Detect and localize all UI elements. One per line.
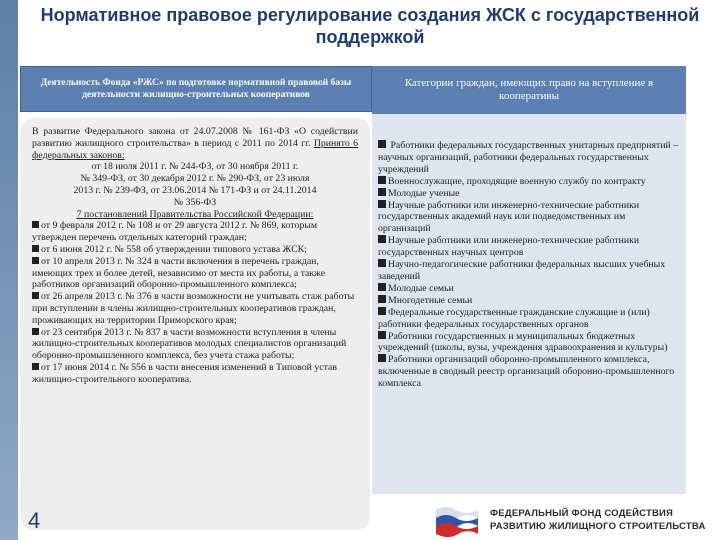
square-bullet-icon: [378, 259, 386, 267]
intro-lead-text: В развитие Федерального закона от 24.07.2008 № 161-ФЗ «О содействии развитию жилищного строительства» в период с 2011 по 2014 гг.: [32, 126, 358, 149]
square-bullet-icon: [378, 235, 386, 243]
right-content-panel: [372, 114, 686, 494]
square-bullet-icon: [378, 331, 386, 339]
laws-line-1: от 18 июля 2011 г. № 244-ФЗ, от 30 ноября 2011 г.: [91, 161, 299, 173]
resolution-item: от 6 июня 2012 г. № 558 об утверждении типового устава ЖСК;: [32, 244, 358, 256]
decorative-side-stripe: [0, 0, 18, 540]
resolution-item: от 23 сентября 2013 г. № 837 в части возможности вступления в члены жилищно-строительных кооперативов молодых специалистов организаций оборонно-промышленного комплекса, без учета стажа работы;: [32, 326, 347, 362]
laws-line-4: № 356-ФЗ: [173, 196, 217, 208]
square-bullet-icon: [378, 283, 386, 291]
resolutions-heading: 7 постановлений Правительства Российской Федерации:: [76, 208, 314, 220]
square-bullet-icon: [32, 363, 39, 370]
category-item: Федеральные государственные гражданские служащие и (или) работники федеральных государственных органов: [378, 306, 650, 330]
fund-logo-text: [490, 507, 706, 533]
fund-logo-line-1: ФЕДЕРАЛЬНЫЙ ФОНД СОДЕЙСТВИЯ: [490, 508, 674, 519]
category-item: Молодые ученые: [378, 188, 680, 200]
square-bullet-icon: [378, 295, 386, 303]
category-item: Работники федеральных государственных унитарных предприятий – научных организаций, работники федеральных государственных учреждений: [378, 140, 679, 175]
category-item: Многодетные семьи: [378, 295, 680, 307]
russian-flag-logo-icon: [432, 502, 482, 538]
resolution-item: от 10 апреля 2013 г. № 324 в части включения в перечень граждан, имеющих трех и более детей, независимо от места их работы, а также работников организаций оборонно-промышленного комплекса;: [32, 255, 326, 291]
resolution-item: от 17 июня 2014 г. № 556 в части внесения изменений в Типовой устав жилищно-строительного кооператива.: [32, 361, 337, 385]
page-number: 4: [28, 508, 41, 533]
square-bullet-icon: [32, 221, 39, 228]
square-bullet-icon: [378, 176, 386, 184]
square-bullet-icon: [378, 188, 386, 196]
left-column-header: Деятельность Фонда «РЖС» по подготовке нормативной правовой базы деятельности жилищно-строительных кооперативов: [20, 66, 372, 112]
resolution-item: от 26 апреля 2013 г. № 376 в части возможности не учитывать стаж работы при вступлении в члены жилищно-строительных кооперативов граждан, проживающих на территории Приморского края;: [32, 291, 355, 326]
category-item: Молодые семьи: [378, 283, 680, 295]
square-bullet-icon: [32, 257, 39, 264]
fund-logo-line-2: РАЗВИТИЮ ЖИЛИЩНОГО СТРОИТЕЛЬСТВА: [490, 521, 706, 532]
category-item: Научно-педагогические работники федеральных высших учебных заведений: [378, 259, 666, 282]
intro-paragraph: [32, 126, 358, 161]
square-bullet-icon: [32, 245, 39, 252]
federal-laws-heading: Принято 6 федеральных законов:: [32, 137, 358, 161]
category-item: Военнослужащие, проходящие военную службу по контракту: [378, 176, 680, 188]
square-bullet-icon: [32, 328, 39, 335]
laws-line-3: 2013 г. № 239-ФЗ, от 23.06.2014 № 171-ФЗ и от 24.11.2014: [73, 184, 317, 196]
square-bullet-icon: [378, 200, 386, 208]
fund-logo: [432, 500, 712, 540]
square-bullet-icon: [32, 292, 39, 299]
square-bullet-icon: [378, 140, 386, 148]
slide-title: Нормативное правовое регулирование создания ЖСК с государственной поддержкой: [40, 5, 700, 47]
square-bullet-icon: [378, 307, 386, 315]
resolution-item: от 9 февраля 2012 г. № 108 и от 29 августа 2012 г. № 869, которым утвержден перечень отдельных категорий граждан;: [32, 220, 318, 244]
right-column-header: Категории граждан, имеющих право на вступление в кооперативы: [372, 66, 686, 114]
category-item: Научные работники или инженерно-технические работники государственных научных центров: [378, 235, 640, 259]
laws-line-2: № 349-ФЗ, от 30 декабря 2012 г. № 290-ФЗ, от 23 июля: [80, 173, 310, 185]
category-item: Научные работники или инженерно-технические работники государственных академий наук или подведомственных им организаций: [378, 199, 640, 235]
category-item: Работники организаций оборонно-промышленного комплекса, включенные в сводный реестр организаций оборонно-промышленного комплекса: [378, 354, 675, 390]
category-item: Работники государственных и муниципальных бюджетных учреждений (школы, вузы, учреждения здравоохранения и культуры): [378, 330, 668, 354]
left-content-panel: [20, 118, 370, 530]
square-bullet-icon: [378, 354, 386, 362]
